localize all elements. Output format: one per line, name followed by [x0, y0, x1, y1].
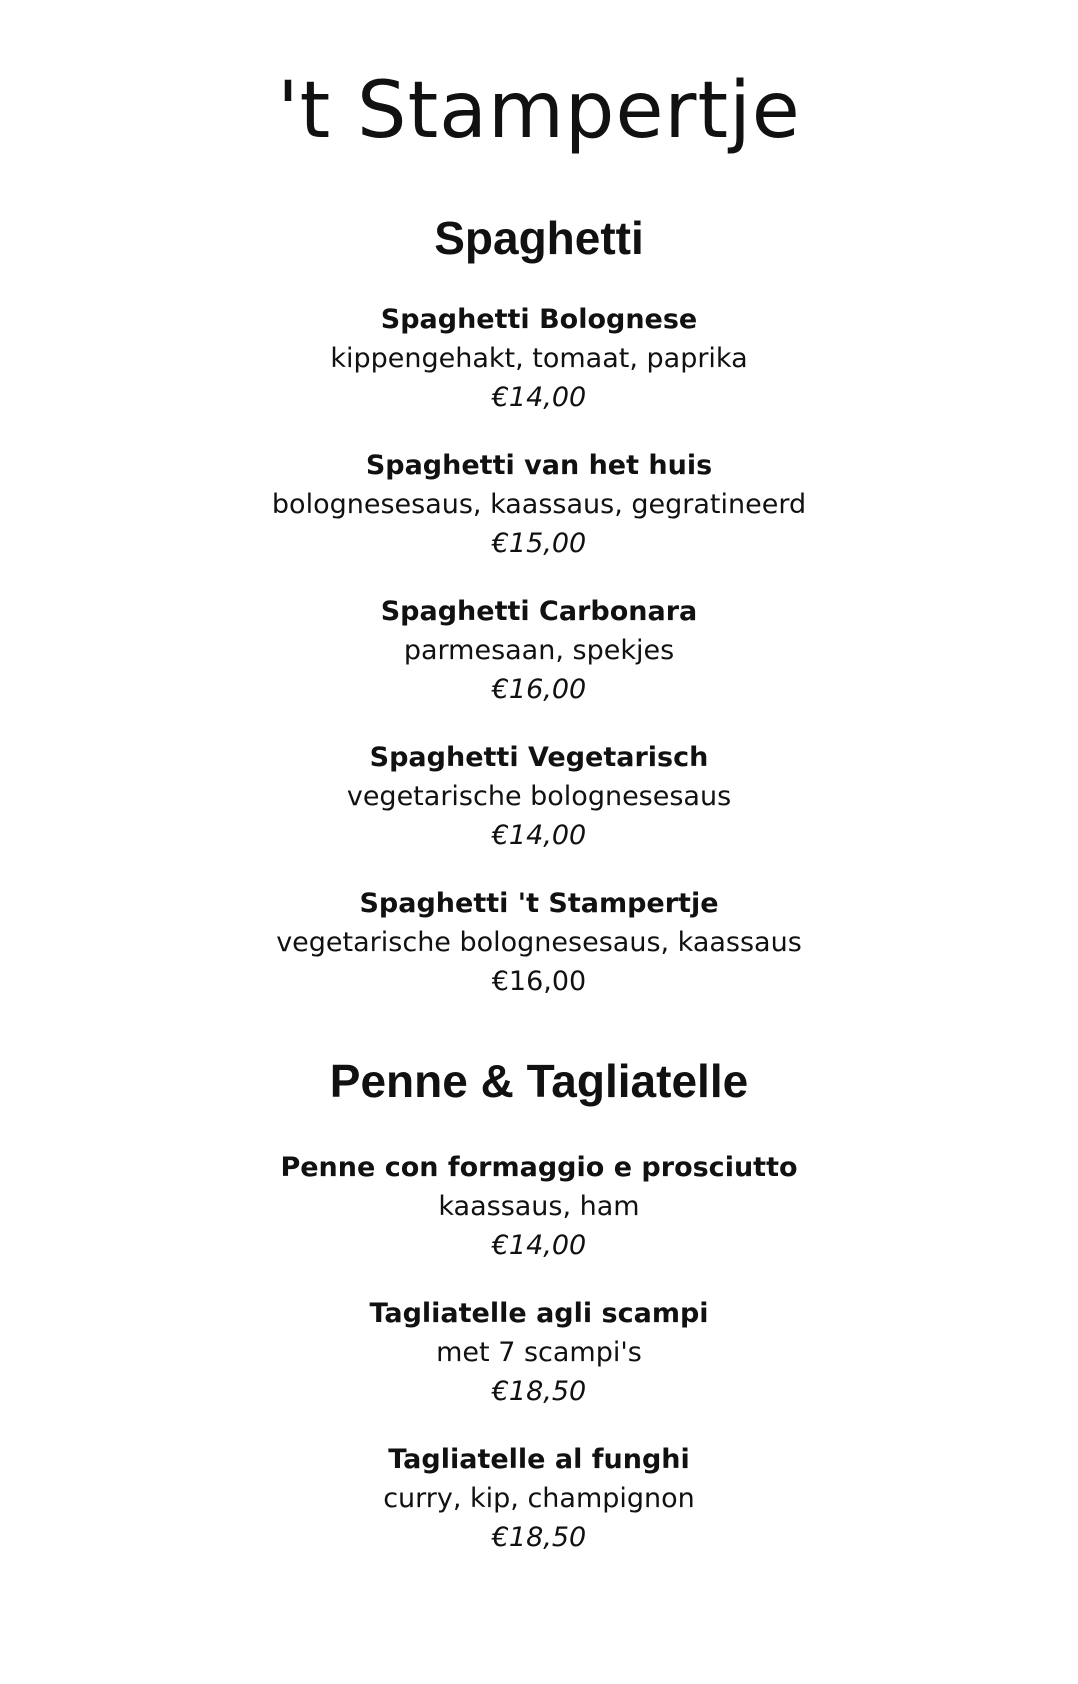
- dish-price: €15,00: [491, 528, 587, 559]
- dish-price: €16,00: [491, 674, 587, 705]
- dish-description: vegetarische bolognesesaus, kaassaus: [276, 927, 802, 958]
- dish-price: €16,00: [491, 966, 587, 997]
- dish-description: met 7 scampi's: [436, 1337, 642, 1368]
- dish-price: €14,00: [491, 820, 587, 851]
- dish-name: Tagliatelle agli scampi: [369, 1298, 709, 1329]
- dish-description: curry, kip, champignon: [383, 1483, 695, 1514]
- dish-description: bolognesesaus, kaassaus, gegratineerd: [271, 489, 807, 520]
- menu-item: [0, 884, 1078, 1001]
- section-heading-penne-tagliatelle: Penne & Tagliatelle: [329, 1055, 749, 1107]
- dish-price: €18,50: [491, 1376, 587, 1407]
- dish-name: Spaghetti van het huis: [365, 450, 713, 481]
- dish-description: parmesaan, spekjes: [403, 635, 675, 666]
- dish-name: Tagliatelle al funghi: [388, 1444, 690, 1475]
- restaurant-title: 't Stampertje: [277, 66, 801, 156]
- dish-name: Penne con formaggio e prosciutto: [280, 1152, 798, 1183]
- section-heading-spaghetti: Spaghetti: [434, 212, 644, 264]
- dish-price: €18,50: [491, 1522, 587, 1553]
- menu-item: [0, 1148, 1078, 1265]
- menu-item: [0, 300, 1078, 417]
- menu-item: [0, 592, 1078, 709]
- dish-description: vegetarische bolognesesaus: [346, 781, 732, 812]
- menu-item: [0, 1440, 1078, 1557]
- dish-name: Spaghetti Vegetarisch: [369, 742, 709, 773]
- dish-description: kippengehakt, tomaat, paprika: [330, 343, 748, 374]
- dish-name: Spaghetti Bolognese: [380, 304, 698, 335]
- dish-price: €14,00: [491, 1230, 587, 1261]
- dish-name: Spaghetti 't Stampertje: [359, 888, 719, 919]
- dish-description: kaassaus, ham: [438, 1191, 640, 1222]
- dish-price: €14,00: [491, 382, 587, 413]
- dish-name: Spaghetti Carbonara: [380, 596, 698, 627]
- menu-item: [0, 1294, 1078, 1411]
- menu-item: [0, 738, 1078, 855]
- menu-item: [0, 446, 1078, 563]
